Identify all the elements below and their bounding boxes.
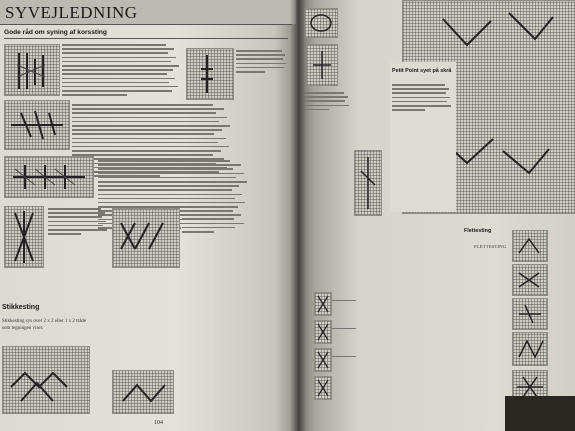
- text-line: [62, 90, 172, 92]
- section-heading-stitch: Stikkesting: [2, 304, 40, 311]
- text-line: [236, 58, 283, 60]
- stitch-diagram-7: [2, 346, 90, 414]
- text-line: [236, 63, 286, 65]
- header-rule: [0, 24, 292, 25]
- text-line: [98, 189, 232, 191]
- chart-leader-3: [332, 356, 356, 357]
- text-line: [236, 71, 265, 73]
- text-line: [236, 54, 285, 56]
- text-line: [182, 231, 214, 233]
- stitch-diagram-4: [4, 156, 94, 198]
- section-heading-petit-point: Petit Point syet på skrå: [392, 68, 452, 74]
- text-line: [98, 185, 239, 187]
- text-line: [62, 82, 169, 84]
- text-line: [98, 181, 247, 183]
- text-line: [98, 194, 242, 196]
- stitch-diagram-2: [186, 48, 234, 100]
- stitch-diagram-5: [4, 206, 44, 268]
- text-line: [62, 78, 175, 80]
- small-chart-3: [314, 348, 332, 372]
- text-line: [72, 146, 229, 148]
- braid-diagram-3: [512, 298, 548, 330]
- text-line: [304, 105, 349, 107]
- small-chart-2: [314, 320, 332, 344]
- text-line: [72, 108, 224, 110]
- text-line: [72, 129, 222, 131]
- text-line: [62, 52, 168, 54]
- text-line: [98, 164, 241, 166]
- stitch-diagram-8: [112, 370, 174, 414]
- chart-leader-2: [332, 328, 356, 329]
- right-paragraph-1: [304, 92, 350, 113]
- section-heading-braid: Flettesting: [464, 228, 492, 234]
- text-line: [62, 86, 178, 88]
- text-line: [72, 142, 218, 144]
- text-line: [48, 225, 103, 227]
- stitch-sample-top-2: [306, 44, 338, 86]
- text-line: [72, 138, 226, 140]
- paragraph-2: [236, 50, 288, 75]
- stitch-sample-top-1: [304, 8, 338, 38]
- right-page: [298, 0, 575, 431]
- text-line: [72, 121, 219, 123]
- braid-diagram-2: [512, 264, 548, 296]
- background-corner: [505, 396, 575, 431]
- text-line: [98, 173, 244, 175]
- text-line: [72, 104, 213, 106]
- text-line: [182, 227, 235, 229]
- page-number: 104: [154, 420, 163, 426]
- text-line: [62, 94, 127, 96]
- braid-diagram-4: [512, 332, 548, 366]
- text-line: [62, 65, 179, 67]
- text-line: [98, 177, 236, 179]
- text-line: [48, 221, 106, 223]
- text-line: [62, 73, 167, 75]
- stitch-sample-middle: [354, 150, 382, 216]
- text-line: [392, 97, 450, 99]
- text-line: [392, 84, 445, 86]
- stitch-diagram-6: [112, 208, 180, 268]
- text-line: [182, 210, 233, 212]
- text-line: [72, 150, 221, 152]
- section-heading-good-advice: Gode råd om syning af korssting: [4, 29, 107, 36]
- text-line: [392, 88, 449, 90]
- text-line: [72, 117, 227, 119]
- text-line: [62, 57, 176, 59]
- braid-diagram-1: [512, 230, 548, 262]
- petit-point-paragraph: [392, 84, 452, 113]
- text-line: [392, 109, 425, 111]
- stitch-diagram-3: [4, 100, 70, 150]
- text-line: [304, 96, 348, 98]
- text-line: [182, 223, 238, 225]
- text-line: [48, 233, 81, 235]
- text-line: [62, 69, 173, 71]
- text-line: [304, 109, 329, 111]
- text-line: [48, 208, 101, 210]
- text-line: [98, 160, 230, 162]
- text-line: [98, 198, 235, 200]
- text-line: [62, 44, 166, 46]
- text-line: [62, 48, 174, 50]
- text-line: [48, 212, 105, 214]
- text-line: [48, 216, 102, 218]
- section-rule: [4, 38, 288, 39]
- text-line: [72, 133, 214, 135]
- paragraph-1: [62, 44, 180, 98]
- text-line: [182, 218, 234, 220]
- text-line: [72, 125, 230, 127]
- chart-leader-1: [332, 300, 356, 301]
- text-line: [98, 168, 233, 170]
- text-line: [236, 50, 282, 52]
- small-chart-1: [314, 292, 332, 316]
- page-title: SYVEJLEDNING: [5, 3, 138, 22]
- text-line: [304, 100, 345, 102]
- stitch-diagram-1: [4, 44, 60, 96]
- text-line: [62, 61, 171, 63]
- text-line: [392, 92, 446, 94]
- text-line: [392, 101, 447, 103]
- small-chart-4: [314, 376, 332, 400]
- stitch-description: Stikkesting sys over 2 x 2 eller 1 x 2 tråde som tegningen viser.: [2, 319, 87, 331]
- text-line: [304, 92, 344, 94]
- text-line: [48, 229, 107, 231]
- braid-caption: FLETTESTING: [474, 244, 507, 249]
- text-line: [98, 202, 245, 204]
- paragraph-5: [48, 208, 108, 237]
- text-line: [72, 112, 216, 114]
- book-gutter: [290, 0, 306, 431]
- text-line: [182, 214, 237, 216]
- paragraph-6: [182, 210, 240, 235]
- text-line: [236, 67, 284, 69]
- text-line: [392, 105, 451, 107]
